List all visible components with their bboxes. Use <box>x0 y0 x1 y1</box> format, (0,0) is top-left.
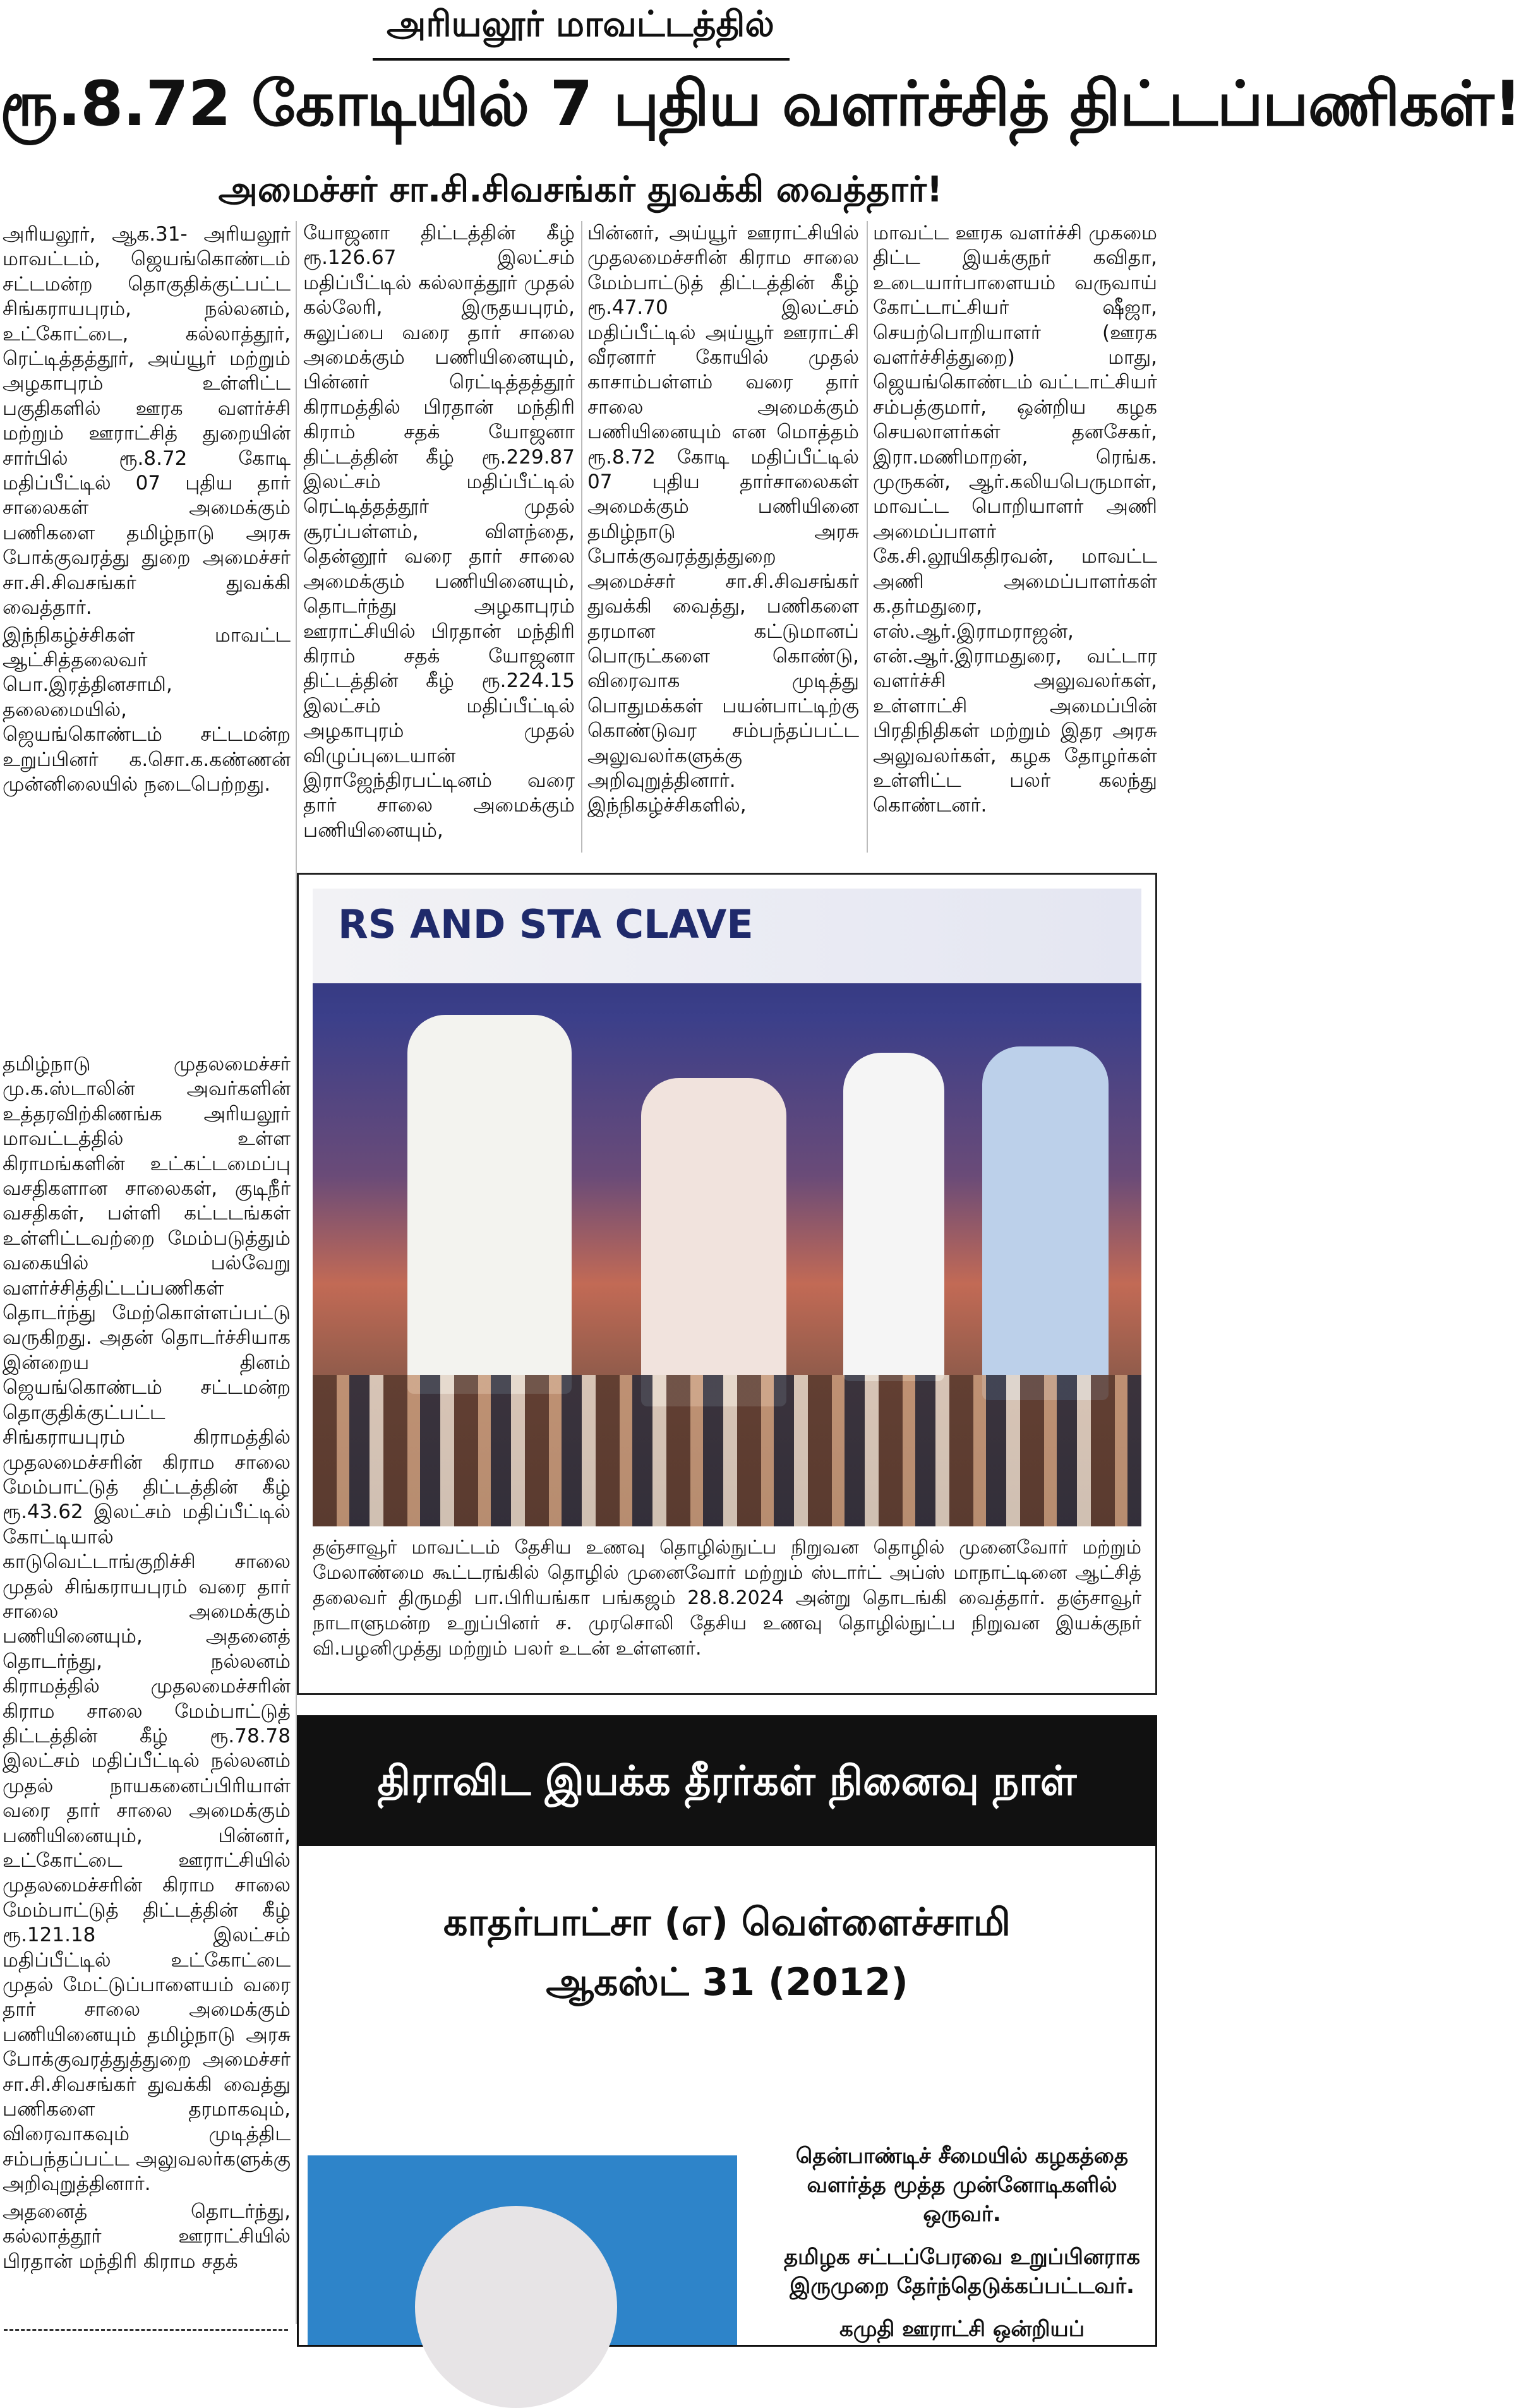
person-figure <box>407 1015 572 1394</box>
column-end-dashed-rule <box>4 2329 288 2331</box>
event-banner-text: RS AND STA CLAVE <box>338 901 754 947</box>
memorial-box <box>297 1715 1157 2347</box>
memorial-note: கமுதி ஊராட்சி ஒன்றியப் <box>839 2316 1085 2342</box>
article-paragraph: அதனைத் தொடர்ந்து, கல்லாத்தூர் ஊராட்சியில் பிரதான் மந்திரி கிராம சதக் <box>3 2200 291 2273</box>
person-figure <box>982 1046 1109 1400</box>
memorial-header: திராவிட இயக்க தீரர்கள் நினைவு நாள் <box>299 1717 1155 1846</box>
article-column-2: யோஜனா திட்டத்தின் கீழ் ரூ.126.67 இலட்சம் மதிப்பீட்டில் கல்லாத்தூர் முதல் கல்லேரி, இருதயபுரம், சுலுப்பை வரை தார் சாலை அமைக்கும் பணியினையும், பின்னர் ரெட்டித்தத்தூர் கிராமத்தில் பிரதான் மந்திரி கிராம் சதக் யோஜனா திட்டத்தின் கீழ் ரூ.229.87 இலட்சம் மதிப்பீட்டில் ரெட்டித்தத்தூர் முதல் சூரப்பள்ளம், விளந்தை, தென்னூர் வரை தார் சாலை அமைக்கும் பணியினையும், தொடர்ந்து அழகாபுரம் ஊராட்சியில் பிரதான் மந்திரி கிராம் சதக் யோஜனா திட்டத்தின் கீழ் ரூ.224.15 இலட்சம் மதிப்பீட்டில் அழகாபுரம் முதல் விழுப்புடையான் இராஜேந்திரபட்டினம் வரை தார் சாலை அமைக்கும் பணியினையும், <box>303 222 575 842</box>
memorial-date: ஆகஸ்ட் 31 (2012) <box>546 1960 908 2004</box>
person-figure <box>843 1053 944 1381</box>
kicker-underline <box>373 58 790 61</box>
article-column-1 <box>3 222 291 2328</box>
article-column-4: மாவட்ட ஊரக வளர்ச்சி முகமை திட்ட இயக்குநர் கவிதா, உடையார்பாளையம் வருவாய் கோட்டாட்சியர் ஷீஜா, செயற்பொறியாளர் (ஊரக வளர்ச்சித்துறை) மாது, ஜெயங்கொண்டம் வட்டாட்சியர் சம்பத்குமார், ஒன்றிய கழக செயலாளர்கள் தனசேகர், இரா.மணிமாறன், ரெங்க. முருகன், ஆர்.கலியபெருமாள், மாவட்ட பொறியாளர் அணி அமைப்பாளர் கே.சி.லூயிகதிரவன், மாவட்ட அணி அமைப்பாளர்கள் க.தர்மதுரை, எஸ்.ஆர்.இராமராஜன், என்.ஆர்.இராமதுரை, வட்டார வளர்ச்சி அலுவலர்கள், உள்ளாட்சி அமைப்பின் பிரதிநிதிகள் மற்றும் இதர அரசு அலுவலர்கள், கழக தோழர்கள் உள்ளிட்ட பலர் கலந்து கொண்டனர். <box>873 222 1157 817</box>
memorial-notes <box>779 2141 1145 2344</box>
article-paragraph: இந்நிகழ்ச்சிகள் மாவட்ட ஆட்சித்தலைவர் பொ.இரத்தினசாமி, தலைமையில், ஜெயங்கொண்டம் சட்டமன்ற உறுப்பினர் க.சொ.க.கண்ணன் முன்னிலையில் நடைபெற்றது. <box>3 623 291 796</box>
column-divider <box>581 221 582 853</box>
article-column-3: பின்னர், அய்யூர் ஊராட்சியில் முதலமைச்சரின் கிராம சாலை மேம்பாட்டுத் திட்டத்தின் கீழ் ரூ.47.70 இலட்சம் மதிப்பீட்டில் அய்யூர் ஊராட்சி வீரனார் கோயில் முதல் காசாம்பள்ளம் வரை தார் சாலை அமைக்கும் பணியினையும் என மொத்தம் ரூ.8.72 கோடி மதிப்பீட்டில் 07 புதிய தார்சாலைகள் அமைக்கும் பணியினை தமிழ்நாடு அரசு போக்குவரத்துத்துறை அமைச்சர் சா.சி.சிவசங்கர் துவக்கி வைத்து, பணிகளை தரமான கட்டுமானப் பொருட்களை கொண்டு, விரைவாக முடித்து பொதுமக்கள் பயன்பாட்டிற்கு கொண்டுவர சம்பந்தப்பட்ட அலுவலர்களுக்கு அறிவுறுத்தினார். இந்நிகழ்ச்சிகளில், <box>587 222 859 817</box>
event-banner <box>313 889 1141 983</box>
article-paragraph: தமிழ்நாடு முதலமைச்சர் மு.க.ஸ்டாலின் அவர்களின் உத்தரவிற்கிணங்க அரியலூர் மாவட்டத்தில் உள்ள கிராமங்களின் உட்கட்டமைப்பு வசதிகளான சாலைகள், குடிநீர் வசதிகள், பள்ளி கட்டடங்கள் உள்ளிட்டவற்றை மேம்படுத்தும் வகையில் பல்வேறு வளர்ச்சித்திட்டப்பணிகள் தொடர்ந்து மேற்கொள்ளப்பட்டு வருகிறது. அதன் தொடர்ச்சியாக இன்றைய தினம் ஜெயங்கொண்டம் சட்டமன்ற தொகுதிக்குட்பட்ட சிங்கராயபுரம் கிராமத்தில் முதலமைச்சரின் கிராம சாலை மேம்பாட்டுத் திட்டத்தின் கீழ் ரூ.43.62 இலட்சம் மதிப்பீட்டில் கோட்டியால் காடுவெட்டாங்குறிச்சி சாலை முதல் சிங்கராயபுரம் வரை தார் சாலை அமைக்கும் பணியினையும், அதனைத் தொடர்ந்து, நல்லனம் கிராமத்தில் முதலமைச்சரின் கிராம சாலை மேம்பாட்டுத் திட்டத்தின் கீழ் ரூ.78.78 இலட்சம் மதிப்பீட்டில் நல்லனம் முதல் நாயகனைப்பிரியாள் வரை தார் சாலை அமைக்கும் பணியினையும், பின்னர், உட்கோட்டை ஊராட்சியில் முதலமைச்சரின் கிராம சாலை மேம்பாட்டுத் திட்டத்தின் கீழ் ரூ.121.18 இலட்சம் மதிப்பீட்டில் உட்கோட்டை முதல் மேட்டுப்பாளையம் வரை தார் சாலை அமைக்கும் பணியினையும் தமிழ்நாடு அரசு போக்குவரத்துத்துறை அமைச்சர் சா.சி.சிவசங்கர் துவக்கி வைத்து பணிகளை தரமாகவும், விரைவாகவும் முடித்திட சம்பந்தப்பட்ட அலுவலர்களுக்கு அறிவுறுத்தினார். <box>3 1053 291 2196</box>
event-photo <box>313 889 1141 1526</box>
portrait-head <box>415 2206 617 2408</box>
memorial-note: தென்பாண்டிச் சீமையில் கழகத்தை வளர்த்த மூத்த முன்னோடிகளில் ஒருவர். <box>795 2143 1129 2227</box>
article-headline: ரூ.8.72 கோடியில் 7 புதிய வளர்ச்சித் திட்டப்பணிகள்! <box>0 68 1521 140</box>
portrait-photo <box>308 2155 737 2345</box>
article-subhead: அமைச்சர் சா.சி.சிவசங்கர் துவக்கி வைத்தார்! <box>218 169 943 210</box>
audience-crowd <box>313 1375 1141 1526</box>
memorial-name: காதர்பாட்சா (எ) வெள்ளைச்சாமி <box>443 1900 1011 1944</box>
article-kicker: அரியலூர் மாவட்டத்தில் <box>387 4 774 45</box>
memorial-note: தமிழக சட்டப்பேரவை உறுப்பினராக இருமுறை தேர்ந்தெடுக்கப்பட்டவர். <box>784 2244 1140 2299</box>
photo-feature <box>297 873 1157 1695</box>
photo-caption: தஞ்சாவூர் மாவட்டம் தேசிய உணவு தொழில்நுட்ப நிறுவன தொழில் முனைவோர் மற்றும் மேலாண்மை கூட்டரங்கில் தொழில் முனைவோர் மற்றும் ஸ்டார்ட் அப்ஸ் மாநாட்டினை ஆட்சித் தலைவர் திருமதி பா.பிரியங்கா பங்கஜம் 28.8.2024 அன்று தொடங்கி வைத்தார். தஞ்சாவூர் நாடாளுமன்ற உறுப்பினர் ச. முரசொலி தேசிய உணவு தொழில்நுட்ப நிறுவன இயக்குநர் வி.பழனிமுத்து மற்றும் பலர் உடன் உள்ளனர். <box>313 1536 1141 1660</box>
person-figure <box>641 1078 786 1406</box>
article-paragraph: அரியலூர், ஆக.31- அரியலூர் மாவட்டம், ஜெயங்கொண்டம் சட்டமன்ற தொகுதிக்குட்பட்ட சிங்கராயபுரம், நல்லனம், உட்கோட்டை, கல்லாத்தூர், ரெட்டித்தத்தூர், அய்யூர் மற்றும் அழகாபுரம் உள்ளிட்ட பகுதிகளில் ஊரக வளர்ச்சி மற்றும் ஊராட்சித் துறையின் சார்பில் ரூ.8.72 கோடி மதிப்பீட்டில் 07 புதிய தார் சாலைகள் அமைக்கும் பணிகளை தமிழ்நாடு அரசு போக்குவரத்து துறை அமைச்சர் சா.சி.சிவசங்கர் துவக்கி வைத்தார். <box>3 223 291 620</box>
column-divider <box>867 221 868 853</box>
